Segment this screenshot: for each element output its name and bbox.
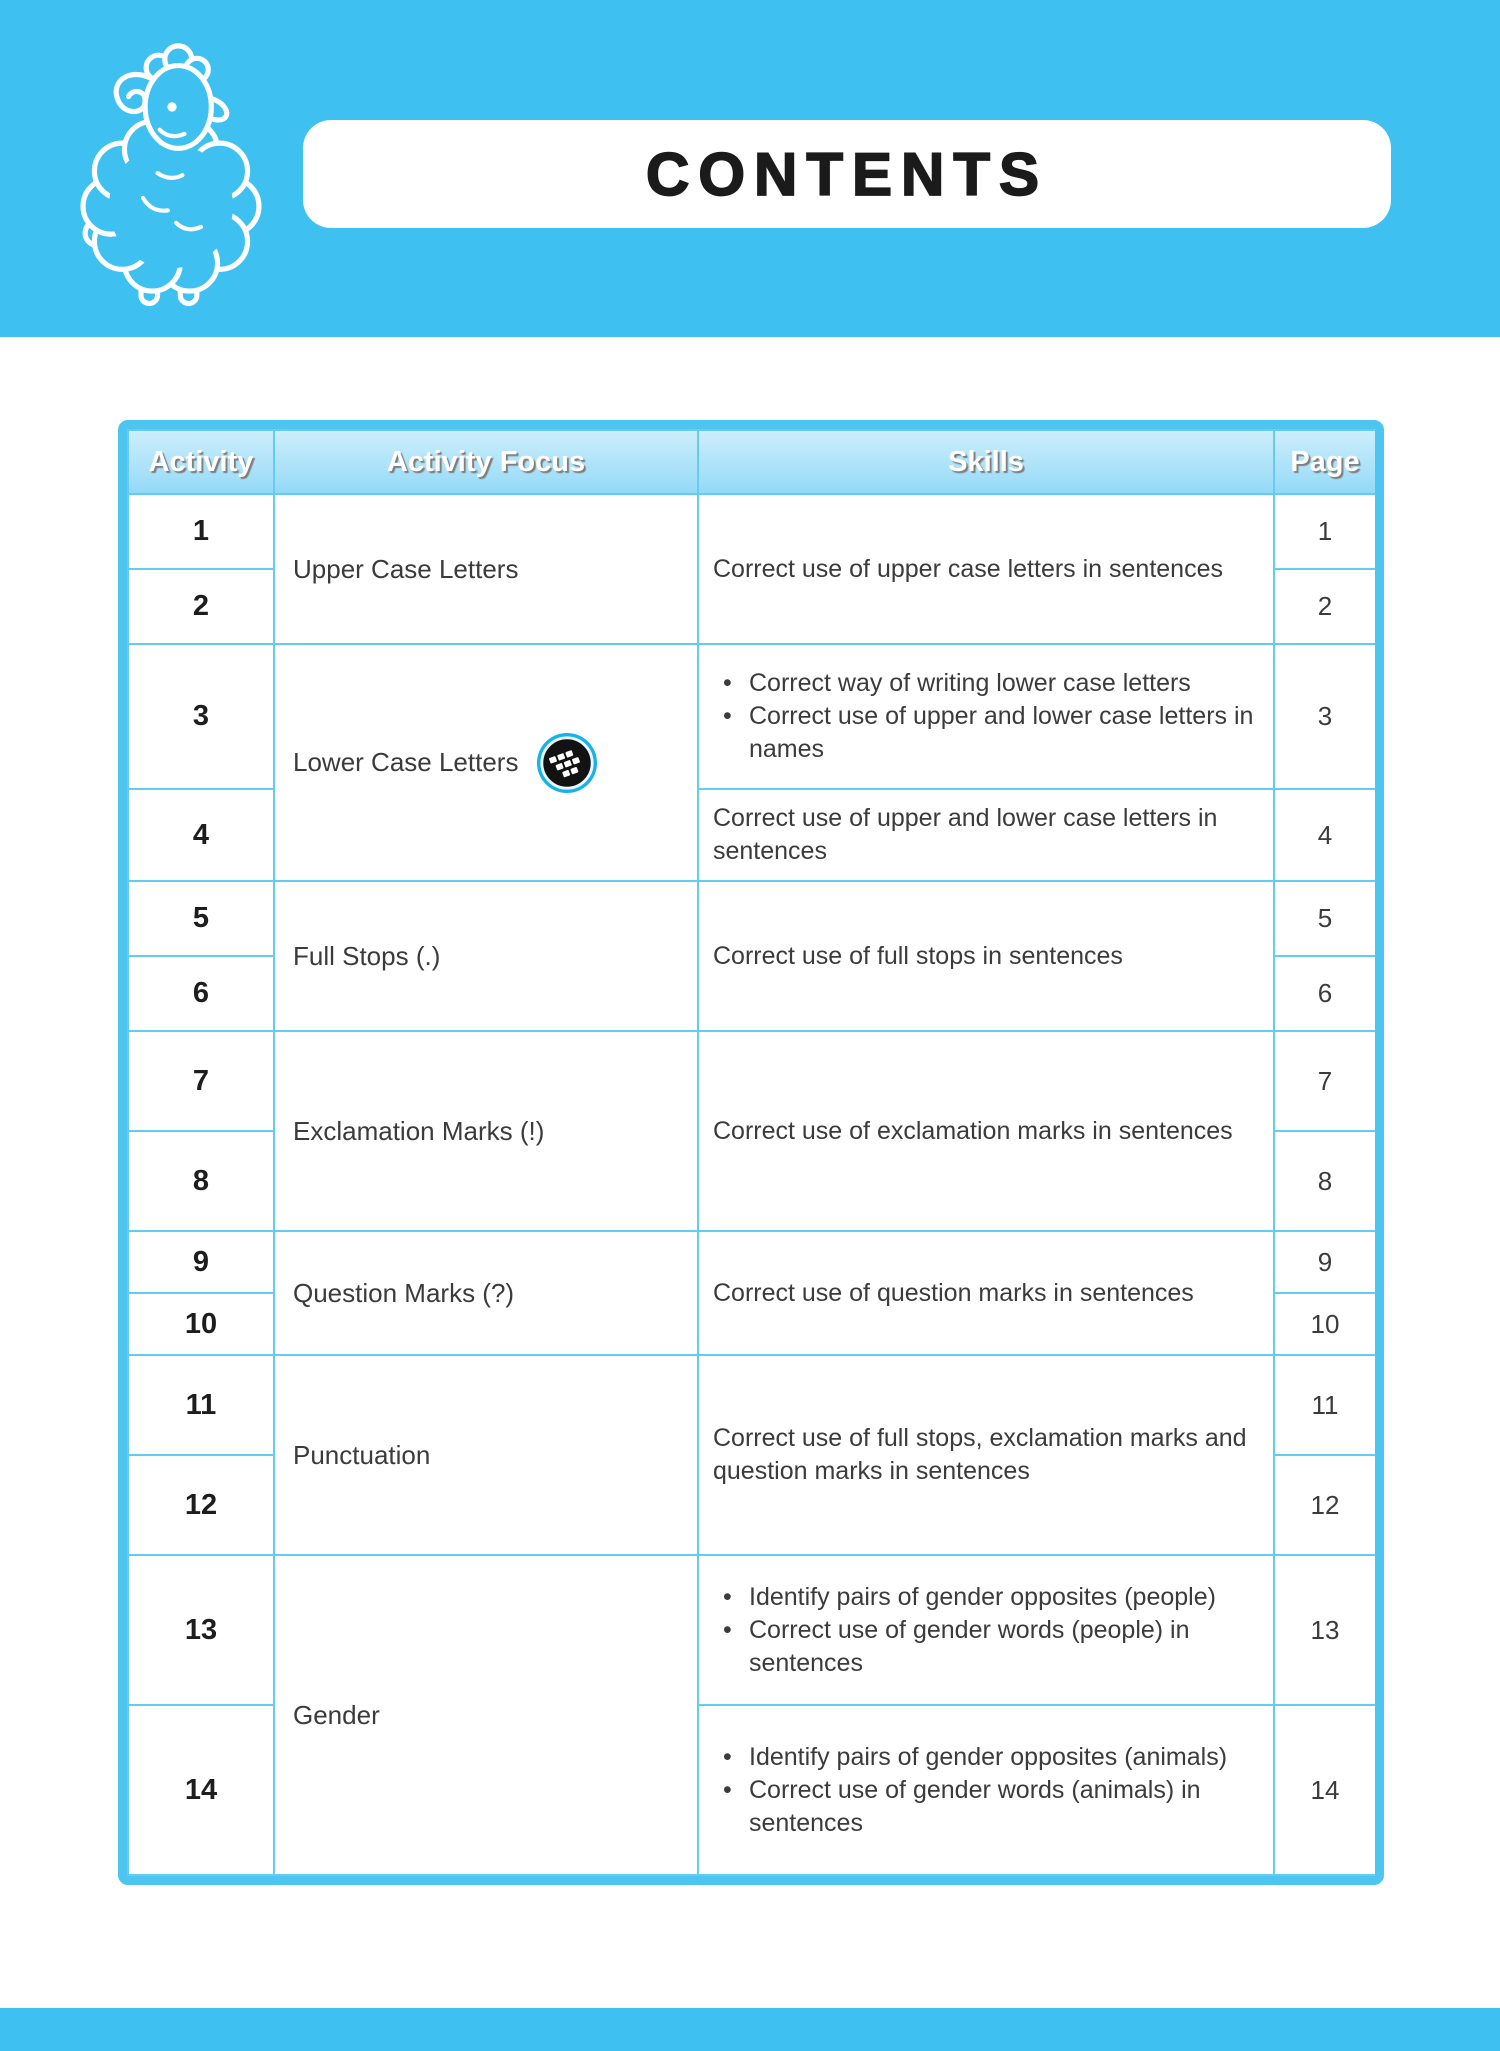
activity-focus-label: Exclamation Marks (!) xyxy=(293,1115,545,1146)
skill-bullet-item: • Identify pairs of gender opposites (people) xyxy=(713,1581,1269,1614)
table-header-row xyxy=(128,430,1376,494)
activity-number: 11 xyxy=(128,1355,274,1455)
activity-focus-inner xyxy=(293,732,689,794)
activity-focus-label: Full Stops (.) xyxy=(293,940,441,971)
contents-table-grid xyxy=(127,429,1377,1876)
table-row xyxy=(128,881,1376,956)
activity-focus-cell xyxy=(274,1555,698,1875)
activity-number: 5 xyxy=(128,881,274,956)
table-row xyxy=(128,644,1376,789)
activity-focus-label: Punctuation xyxy=(293,1439,431,1470)
skill-bullet-list xyxy=(713,1581,1269,1680)
footer-band xyxy=(0,2008,1500,2051)
activity-number: 14 xyxy=(128,1705,274,1875)
page-number: 10 xyxy=(1274,1293,1376,1355)
page-number: 9 xyxy=(1274,1231,1376,1293)
skills-cell xyxy=(698,881,1274,1031)
skills-cell xyxy=(698,789,1274,881)
activity-number: 8 xyxy=(128,1131,274,1231)
page-number: 13 xyxy=(1274,1555,1376,1705)
skill-bullet-item: • Correct way of writing lower case letters xyxy=(713,667,1269,700)
header-band xyxy=(0,0,1500,337)
skills-cell xyxy=(698,494,1274,644)
page-title: CONTENTS xyxy=(646,140,1048,208)
activity-number: 9 xyxy=(128,1231,274,1293)
activity-focus-label: Lower Case Letters xyxy=(293,747,519,777)
skills-cell xyxy=(698,1031,1274,1231)
activity-focus-label: Upper Case Letters xyxy=(293,553,519,584)
page-number: 6 xyxy=(1274,956,1376,1031)
activity-focus-label: Gender xyxy=(293,1699,380,1730)
skill-text: Correct use of full stops in sentences xyxy=(713,941,1123,970)
contents-table xyxy=(118,420,1384,1885)
pixel-sticker-icon xyxy=(536,732,598,794)
page-number: 5 xyxy=(1274,881,1376,956)
skills-cell xyxy=(698,1355,1274,1555)
title-box xyxy=(303,120,1391,228)
page-number: 3 xyxy=(1274,644,1376,789)
col-header-activity-focus: Activity Focus xyxy=(274,430,698,494)
activity-focus-cell xyxy=(274,1031,698,1231)
skill-text: Correct use of full stops, exclamation marks and question marks in sentences xyxy=(713,1424,1247,1485)
activity-number: 4 xyxy=(128,789,274,881)
activity-number: 3 xyxy=(128,644,274,789)
page-number: 8 xyxy=(1274,1131,1376,1231)
skills-cell xyxy=(698,1705,1274,1875)
activity-number: 10 xyxy=(128,1293,274,1355)
skill-text: Correct use of upper and lower case letters in sentences xyxy=(713,804,1218,865)
skill-bullet-item: • Correct use of gender words (animals) in sentences xyxy=(713,1774,1269,1840)
activity-focus-cell xyxy=(274,494,698,644)
col-header-activity: Activity xyxy=(128,430,274,494)
activity-focus-label: Question Marks (?) xyxy=(293,1277,515,1308)
table-row xyxy=(128,1355,1376,1455)
activity-number: 2 xyxy=(128,569,274,644)
skill-bullet-list xyxy=(713,667,1269,766)
sheep-icon xyxy=(52,20,290,330)
skill-bullet-item: • Identify pairs of gender opposites (animals) xyxy=(713,1741,1269,1774)
table-row xyxy=(128,1555,1376,1705)
skill-bullet-item: • Correct use of upper and lower case letters in names xyxy=(713,700,1269,766)
table-row xyxy=(128,1231,1376,1293)
page-number: 14 xyxy=(1274,1705,1376,1875)
skill-text: Correct use of exclamation marks in sentences xyxy=(713,1116,1233,1145)
activity-number: 12 xyxy=(128,1455,274,1555)
skills-cell xyxy=(698,644,1274,789)
page-number: 11 xyxy=(1274,1355,1376,1455)
skill-bullet-list xyxy=(713,1741,1269,1840)
sheep-mascot-illustration xyxy=(52,20,290,322)
skill-bullet-item: • Correct use of gender words (people) in sentences xyxy=(713,1614,1269,1680)
col-header-page: Page xyxy=(1274,430,1376,494)
activity-number: 13 xyxy=(128,1555,274,1705)
skills-cell xyxy=(698,1555,1274,1705)
activity-focus-cell xyxy=(274,644,698,881)
page-number: 7 xyxy=(1274,1031,1376,1131)
activity-number: 7 xyxy=(128,1031,274,1131)
skills-cell xyxy=(698,1231,1274,1355)
table-row xyxy=(128,494,1376,569)
skill-text: Correct use of upper case letters in sentences xyxy=(713,554,1223,583)
activity-number: 6 xyxy=(128,956,274,1031)
activity-focus-cell xyxy=(274,1231,698,1355)
skill-text: Correct use of question marks in sentences xyxy=(713,1278,1194,1307)
page-number: 1 xyxy=(1274,494,1376,569)
activity-focus-cell xyxy=(274,1355,698,1555)
page-number: 4 xyxy=(1274,789,1376,881)
col-header-skills: Skills xyxy=(698,430,1274,494)
activity-number: 1 xyxy=(128,494,274,569)
page-number: 2 xyxy=(1274,569,1376,644)
table-row xyxy=(128,1031,1376,1131)
activity-focus-cell xyxy=(274,881,698,1031)
page-number: 12 xyxy=(1274,1455,1376,1555)
